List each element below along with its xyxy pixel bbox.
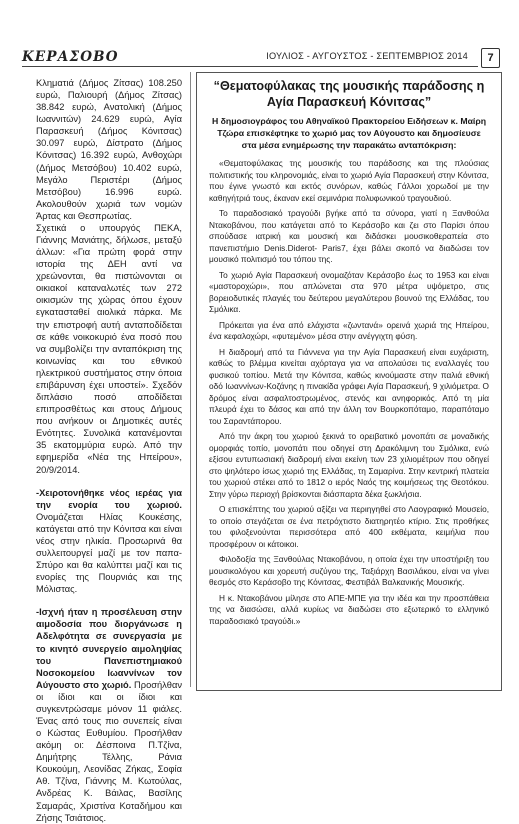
article-box (196, 72, 502, 691)
article-paragraph: Από την άκρη του χωριού ξεκινά το ορειβατικό μονοπάτι σε μοναδικής ομορφιάς τοπίο, μονοπάτι που οδηγεί στη Δρακόλιμνη του Σμόλικα, ενώ εξίσου εντυπωσιακή διαδρομή είναι εκείνη των 23 χιλιομέτρων που οδηγεί στο ψηλότερο ίσως χωριό της Ελλάδας, τη Σαμαρίνα. Στην κεντρική πλατεία του χωριού στέκει από το 1812 ο ιερός Ναός της κοιμήσεως της Θεοτόκου. Στην γύρω περιοχή βρίσκονται διάσπαρτα δέκα ξωκλήσια. (209, 431, 489, 499)
article-lead: Η δημοσιογράφος του Αθηναϊκού Πρακτορείου Ειδήσεων κ. Μαίρη Τζώρα επισκέφτηκε το χωριό μας τον Αύγουστο και δημοσίευσε στα μέσα ενημέρωσης την παρακάτω ανταπόκριση: (211, 116, 487, 150)
article-paragraph: Η διαδρομή από τα Γιάννενα για την Αγία Παρασκευή είναι ευχάριστη, καθώς το βλέμμα κινείται αχόρταγα για να απολαύσει τις εναλλαγές του φυσικού τοπίου. Μετά την Κόνιτσα, καθώς κινούμαστε στην παλιά εθνική οδό Ιωαννίνων-Κοζάνης η πινακίδα γράφει Αγία Παρασκευή, 9 χιλιόμετρα. Ο δρόμος είναι ασφαλτοστρωμένος, στενός και ανηφορικός. Από τη μία πλευρά έχει το δάσος και από την άλλη τον Βουρκοπόταμο, παραπόταμο του Σαραντάπορου. (209, 346, 489, 426)
article-paragraph: Το παραδοσιακό τραγούδι βγήκε από τα σύνορα, γιατί η Ξανθούλα Ντακοβάνου, που κατάγεται από το Κεράσοβο και ζει στο Παρίσι όπου σπούδασε ιατρική και μουσική και διδάσκει μουσικοθεραπεία στο πανεπιστήμιο Denis.Diderot- Paris7, έχει βάλει σκοπό να διαδώσει τον μουσικό πολιτισμό του τόπου της. (209, 208, 489, 264)
blood-drive-news (36, 606, 182, 823)
column-divider (190, 72, 191, 687)
page-header (22, 48, 500, 72)
article-paragraph: Φιλοδοξία της Ξανθούλας Ντακοβάνου, η οποία έχει την υποστήριξη του μουσικολόγου και χορευτή συζύγου της, Ταξιάρχη Βασιλάκου, είναι να γίνει θεσμός στο Κεράσοβο της Κόνιτσας, Φεστιβάλ Βαλκανικής Μουσικής. (209, 554, 489, 587)
left-paragraph-2: Σχετικά ο υπουργός ΠΕΚΑ, Γιάννης Μανιάτης, δήλωσε, μεταξύ άλλων: «Για πρώτη φορά στην ιστορία της ΔΕΗ αντί να χρεώνονται, θα πιστώνονται οι οικιακοί καταναλωτές των 272 οικισμών της χώρας όπου έχουν εγκατασταθεί αιολικά πάρκα. Με την επιστροφή αυτή ανταποδίδεται σε κάθε νοικοκυριό ένα ποσό που να συμβολίζει την ανταπόκριση της κοινωνίας και του εθνικού ηλεκτρικού συστήματος στην όποια επιβάρυνση έχει υποστεί». Σχεδόν διπλάσιο ποσό αποδίδεται επιπροσθέτως και στους Δήμους που ανήκουν οι Δημοτικές αυτές Ενότητες. Συνολικά κατανέμονται 35 εκατομμύρια ευρώ. Από την εφημερίδα «Νέα της Ηπείρου», 20/9/2014. (36, 222, 182, 475)
article-title: “Θεματοφύλακας της μουσικής παράδοσης η Αγία Παρασκευή Κόνιτσας” (213, 79, 485, 109)
article-paragraph: Το χωριό Αγία Παρασκευή ονομαζόταν Κεράσοβο έως το 1953 και είναι «μαστοροχώρι», που απλώνεται στα 970 μέτρα υψόμετρο, στις βορειοδυτικές πλαγιές του δεύτερου μεγαλύτερου βουνού της Ελλάδας, του Σμόλικα. (209, 269, 489, 314)
blood-drive-heading: -Ισχνή ήταν η προσέλευση στην αιμοδοσία που διοργάνωσε η Αδελφότητα σε συνεργασία με το κινητό συνεργείο αιμοληψίας του Πανεπιστημιακού Νοσοκομείου Ιωαννίνων τον Αύγουστο στο χωριό. (36, 607, 182, 690)
priest-news (36, 487, 182, 596)
left-paragraph-1: Κληματιά (Δήμος Ζίτσας) 108.250 ευρώ, Παλιουρή (Δήμος Ζίτσας) 38.842 ευρώ, Ανατολική (Δήμος Ιωαννιτών) 24.629 ευρώ, Αγία Παρασκευή (Δήμος Κόνιτσας) 30.097 ευρώ, Δίστρατο (Δήμος Κόνιτσας) 16.392 ευρώ, Ανθοχώρι (Δήμος Μετσόβου) 10.402 ευρώ, Μεγάλο Περιστέρι (Δήμος Μετσόβου) 16.996 ευρώ. Ακολουθούν χωριά των νομών Άρτας και Θεσπρωτίας. (36, 78, 182, 221)
article-paragraph: «Θεματοφύλακας της μουσικής του παράδοσης και της πλούσιας πολιτιστικής του κληρονομιάς, είναι το χωριό Αγία Παρασκευή στην Κόνιτσα, που έγινε γνωστό και εκτός συνόρων, καθώς Γάλλοι χορωδοί με την καθηγήτριά τους, έκαναν εκεί σεμινάρια πολυφωνικού τραγουδιού. (209, 158, 489, 203)
article-paragraph: Πρόκειται για ένα από ελάχιστα «ζωντανά» ορεινά χωριά της Ηπείρου, ένα κεφαλοχώρι, «φυτεμένο» μέσα στην ανέγγιχτη φύση. (209, 319, 489, 341)
left-column (36, 77, 182, 824)
issue-date: ΙΟΥΛΙΟΣ - ΑΥΓΟΥΣΤΟΣ - ΣΕΠΤΕΜΒΡΙΟΣ 2014 (266, 51, 468, 61)
article-paragraph: Ο επισκέπτης του χωριού αξίζει να περιηγηθεί στο Λαογραφικό Μουσείο, το οποίο στεγάζεται σε ένα πετρόχτιστο διατηρητέο κτίριο. Στις προθήκες του φιλοξενούνται περισσότερα από 400 εκθέματα, κειμήλια που προσφέρουν οι κάτοικοι. (209, 504, 489, 549)
header-rule (22, 66, 478, 67)
article-body (209, 158, 489, 631)
newspaper-name: ΚΕΡΑΣΟΒΟ (22, 49, 119, 65)
blood-drive-text: Προσήλθαν οι ίδιοι και οι ίδιοι και συγκεντρώσαμε μόνον 11 φιάλες. Ένας από τους πιο συνεπείς είναι ο Κώστας Ευθυμίου. Προσήλθαν ακόμη οι: Δέσποινα Π.Τζίνα, Δημήτρης Τέλλης, Ράνια Κουκούμη, Λεονίδας Ζήκας, Σοφία Αθ. Τζίνα, Γιάννης Μ. Κωτούλας, Ανδρέας Κ. Βάιλας, Βασίλης Σαμαράς, Χριστίνα Κοταδήμου και Ζήσης Τσιάτσιος. (36, 679, 182, 823)
priest-news-text: Ονομάζεται Ηλίας Κουκέσης, κατάγεται από την Κόνιτσα και είναι νέος στην ηλικία. Προσωρινά θα συλλειτουργεί μαζί με τον παπα-Σπύρο και θα καλύπτει μαζί και τις ενορίες της Πουρνιάς και της Μόλιστας. (36, 511, 182, 595)
priest-news-heading: -Χειροτονήθηκε νέος ιερέας για την ενορία του χωριού. (36, 487, 182, 510)
page-number: 7 (481, 48, 500, 68)
article-paragraph: Η κ. Ντακοβάνου μίλησε στο ΑΠΕ-ΜΠΕ για την ιδέα και την προσπάθεια της να διασώσει, αλλά κυρίως να διαδώσει στο εξωτερικό το ελληνικό παραδοσιακό τραγούδι.» (209, 592, 489, 626)
